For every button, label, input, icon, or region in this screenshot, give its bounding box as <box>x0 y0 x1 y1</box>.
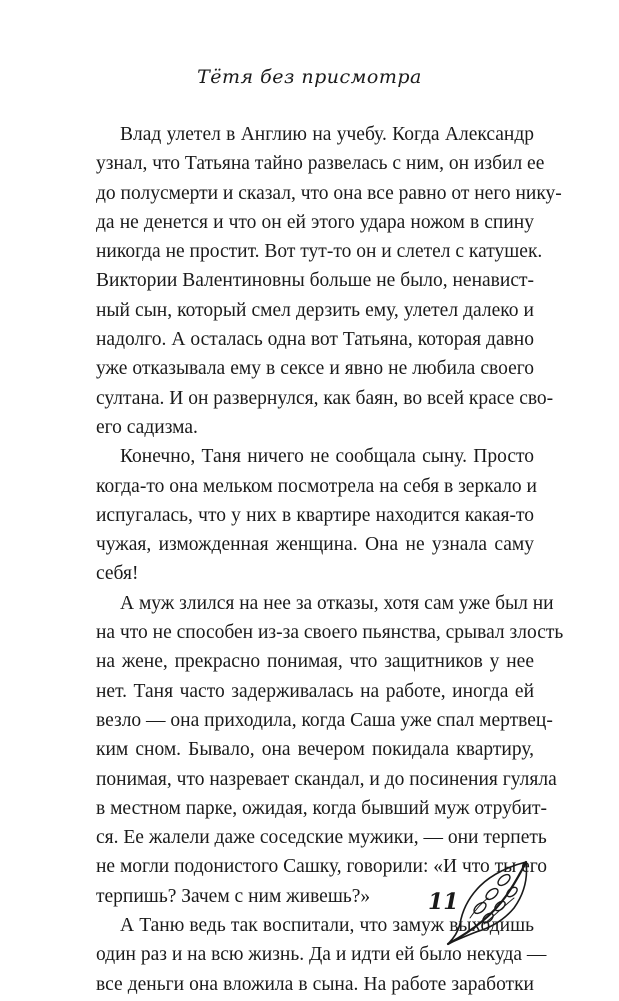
text-line: ким сном. Бывало, она вечером покидала квартиру, <box>96 739 534 761</box>
text-line: его садизма. <box>96 416 198 438</box>
leaf-ornament-icon <box>440 858 532 948</box>
text-line: султана. И он развернулся, как баян, во всей красе сво- <box>96 387 554 409</box>
text-line: ся. Ее жалели даже соседские мужики, — они терпеть <box>96 827 547 849</box>
page-footer <box>400 858 530 948</box>
running-title: Тётя без присмотра <box>197 66 422 88</box>
text-line: до полусмерти и сказал, что она все равно от него нику- <box>96 182 562 204</box>
text-line: ный сын, который смел дерзить ему, улетел далеко и <box>96 299 534 321</box>
text-line: один раз и на всю жизнь. Да и идти ей было некуда — <box>96 944 547 966</box>
text-line: себя! <box>96 563 139 585</box>
text-line: нет. Таня часто задерживалась на работе, иногда ей <box>96 680 534 702</box>
text-line: А Таню ведь так воспитали, что замуж выходишь <box>120 915 534 937</box>
text-line: Конечно, Таня ничего не сообщала сыну. Просто <box>120 446 534 468</box>
text-line: да не денется и что он ей этого удара ножом в спину <box>96 211 534 233</box>
text-line: все деньги она вложила в сына. На работе заработки <box>96 973 534 995</box>
text-line: когда-то она мельком посмотрела на себя в зеркало и <box>96 475 537 497</box>
text-line: Влад улетел в Англию на учебу. Когда Александр <box>120 124 534 145</box>
text-line: Виктории Валентиновны больше не было, ненавист- <box>96 270 534 292</box>
text-line: А муж злился на нее за отказы, хотя сам уже был ни <box>120 592 554 614</box>
text-line: не могли подонистого Сашку, говорили: «И что ты его <box>96 856 548 878</box>
text-line: испугалась, что у них в квартире находится какая-то <box>96 504 534 526</box>
text-line: надолго. А осталась одна вот Татьяна, которая давно <box>96 329 534 351</box>
text-line: везло — она приходила, когда Саша уже спал мертвец- <box>96 709 553 731</box>
text-line: на что не способен из-за своего пьянства, срывал злость <box>96 622 564 644</box>
text-line: понимая, что назревает скандал, и до посинения гуляла <box>96 768 557 790</box>
text-line: чужая, изможденная женщина. Она не узнала саму <box>96 534 534 556</box>
text-line: узнал, что Татьяна тайно развелась с ним, он избил ее <box>96 153 545 175</box>
text-line: в местном парке, ожидая, когда бывший муж отрубит- <box>96 797 547 819</box>
text-line: уже отказывала ему в сексе и явно не любила своего <box>96 358 534 380</box>
text-line: терпишь? Зачем с ним живешь?» <box>96 885 371 907</box>
text-line: на жене, прекрасно понимая, что защитников у нее <box>96 651 534 673</box>
text-line: никогда не простит. Вот тут-то он и слетел с катушек. <box>96 241 543 263</box>
page-number: 11 <box>428 889 459 915</box>
